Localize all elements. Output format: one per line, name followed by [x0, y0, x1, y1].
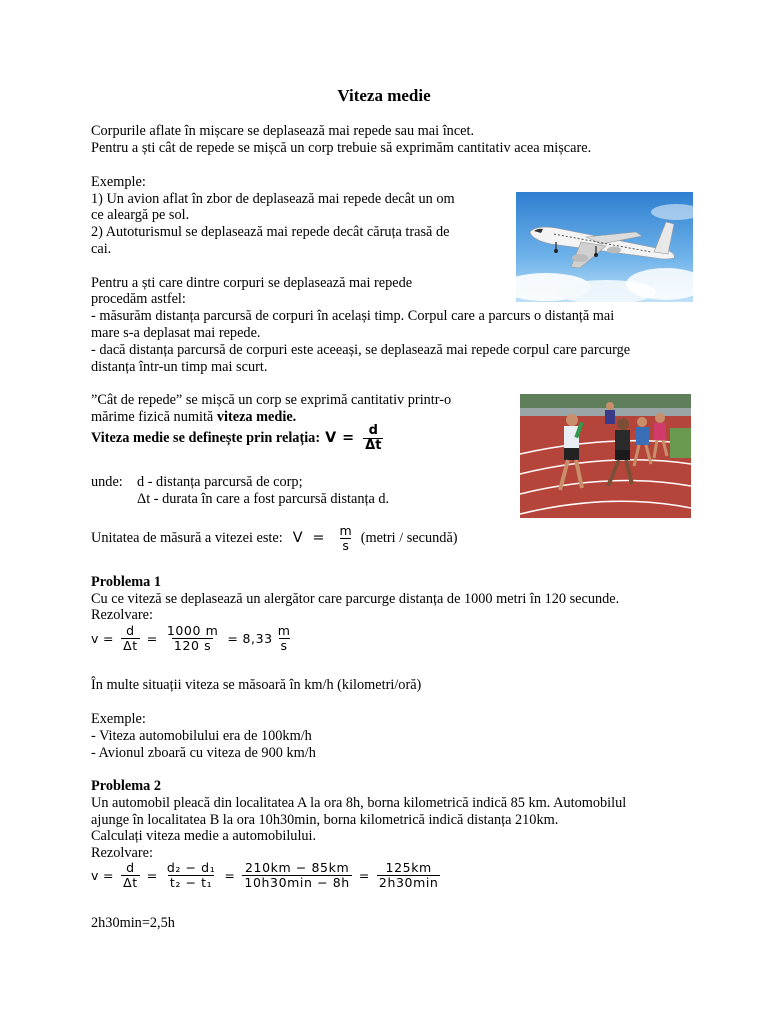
p1-f3-num: m	[277, 623, 291, 638]
unit-prefix: Unitatea de măsură a vitezei este:	[91, 530, 283, 546]
problem2-line-2: ajunge în localitatea B la ora 10h30min, borna kilometrică indică distanța 210km.	[91, 812, 559, 828]
p1-eq1: =	[103, 631, 115, 646]
p2-f2-num: d₂ − d₁	[166, 860, 216, 875]
procedure-line-3: - măsurăm distanța parcursă de corpuri în același timp. Corpul care a parcurs o distanță mai	[91, 308, 615, 324]
p2-fraction-2	[165, 861, 218, 890]
relation-denominator: Δt	[365, 438, 382, 453]
unit-suffix: (metri / secundă)	[360, 530, 458, 546]
p2-f3-num: 210km − 85km	[245, 860, 350, 875]
p2-v: v	[91, 868, 99, 883]
unit-numerator: m	[339, 523, 352, 538]
unit-fraction	[338, 524, 354, 553]
kmh-line: În multe situații viteza se măsoară în km/h (kilometri/oră)	[91, 677, 422, 693]
unit-v: V	[292, 530, 303, 546]
p2-fraction-1	[121, 861, 140, 890]
p2-fraction-4	[377, 861, 441, 890]
p2-eq4: =	[358, 868, 370, 883]
relation-numerator: d	[368, 423, 378, 438]
problem1-equation	[91, 624, 295, 653]
p2-f1-den: Δt	[123, 875, 138, 890]
p1-eq2: =	[146, 631, 158, 646]
problem1-text: Cu ce viteză se deplasează un alergător care parcurge distanța de 1000 metri în 120 secunde.	[91, 591, 620, 607]
p2-f3-den: 10h30min − 8h	[244, 875, 350, 890]
p1-fraction-3	[276, 624, 293, 653]
p1-f3-den: s	[280, 638, 288, 653]
p2-eq2: =	[146, 868, 158, 883]
problem2-solution-label: Rezolvare:	[91, 845, 153, 861]
p1-fraction-1	[121, 624, 140, 653]
definition-line-1: ”Cât de repede” se mișcă un corp se exprimă cantitativ printr-o	[91, 392, 452, 408]
p1-f1-den: Δt	[123, 638, 138, 653]
definition-term: viteza medie.	[216, 409, 297, 425]
p2-fraction-3	[242, 861, 351, 890]
p2-f1-num: d	[126, 860, 135, 875]
problem2-heading: Problema 2	[91, 778, 162, 794]
example-line-2: ce aleargă pe sol.	[91, 207, 190, 223]
runners-image	[520, 394, 691, 518]
p1-fraction-2	[165, 624, 221, 653]
relation-fraction	[363, 424, 383, 453]
unit-denominator: s	[342, 538, 349, 553]
procedure-line-6: distanța într-un timp mai scurt.	[91, 359, 268, 375]
procedure-line-1: Pentru a ști care dintre corpuri se deplasează mai repede	[91, 275, 413, 291]
p1-eq3: =	[227, 631, 239, 646]
example-line-3: 2) Autoturismul se deplasează mai repede decât căruța trasă de	[91, 224, 450, 240]
procedure-line-5: - dacă distanța parcursă de corpuri este aceeași, se deplasează mai repede corpul care parcurge	[91, 342, 631, 358]
unde-label: unde:	[91, 474, 123, 490]
p1-v: v	[91, 631, 99, 646]
relation-label: Viteza medie se definește prin relația:	[91, 430, 321, 446]
p2-eq3: =	[224, 868, 236, 883]
examples2-line-1: - Viteza automobilului era de 100km/h	[91, 728, 312, 744]
procedure-line-4: mare s-a deplasat mai repede.	[91, 325, 261, 341]
p2-f2-den: t₂ − t₁	[169, 875, 213, 890]
problem1-heading: Problema 1	[91, 574, 162, 590]
examples2-heading: Exemple:	[91, 711, 146, 727]
p1-f2-num: 1000 m	[166, 623, 219, 638]
definition-line-2-text: mărime fizică numită	[91, 409, 217, 425]
procedure-line-2: procedăm astfel:	[91, 291, 186, 307]
unit-equals: =	[312, 530, 325, 546]
unit-line	[91, 524, 458, 553]
definition-relation	[91, 424, 386, 453]
p2-f4-den: 2h30min	[378, 875, 439, 890]
problem2-line-1: Un automobil pleacă din localitatea A la ora 8h, borna kilometrică indică 85 km. Automobilul	[91, 795, 627, 811]
unde-t-line: Δt - durata în care a fost parcursă distanța d.	[137, 491, 390, 507]
p1-value: 8,33	[242, 631, 273, 646]
p1-f1-num: d	[126, 623, 135, 638]
unde-d-line: d - distanța parcursă de corp;	[137, 474, 303, 490]
conversion-line: 2h30min=2,5h	[91, 915, 175, 931]
problem2-equation	[91, 861, 443, 890]
example-line-4: cai.	[91, 241, 112, 257]
examples-heading: Exemple:	[91, 174, 146, 190]
problem2-line-3: Calculați viteza medie a automobilului.	[91, 828, 317, 844]
examples2-line-2: - Avionul zboară cu viteza de 900 km/h	[91, 745, 316, 761]
intro-line-1: Corpurile aflate în mișcare se deplasează mai repede sau mai încet.	[91, 123, 475, 139]
p2-eq1: =	[103, 868, 115, 883]
problem1-solution-label: Rezolvare:	[91, 607, 153, 623]
intro-line-2: Pentru a ști cât de repede se mișcă un corp trebuie să exprimăm cantitativ acea mișcare.	[91, 140, 592, 156]
p1-f2-den: 120 s	[173, 638, 212, 653]
relation-v: V	[325, 430, 337, 446]
relation-equals: =	[342, 430, 355, 446]
example-line-1: 1) Un avion aflat în zbor de deplasează mai repede decât un om	[91, 191, 455, 207]
page-title: Viteza medie	[337, 86, 431, 105]
p2-f4-num: 125km	[385, 860, 432, 875]
airplane-image	[516, 192, 693, 302]
